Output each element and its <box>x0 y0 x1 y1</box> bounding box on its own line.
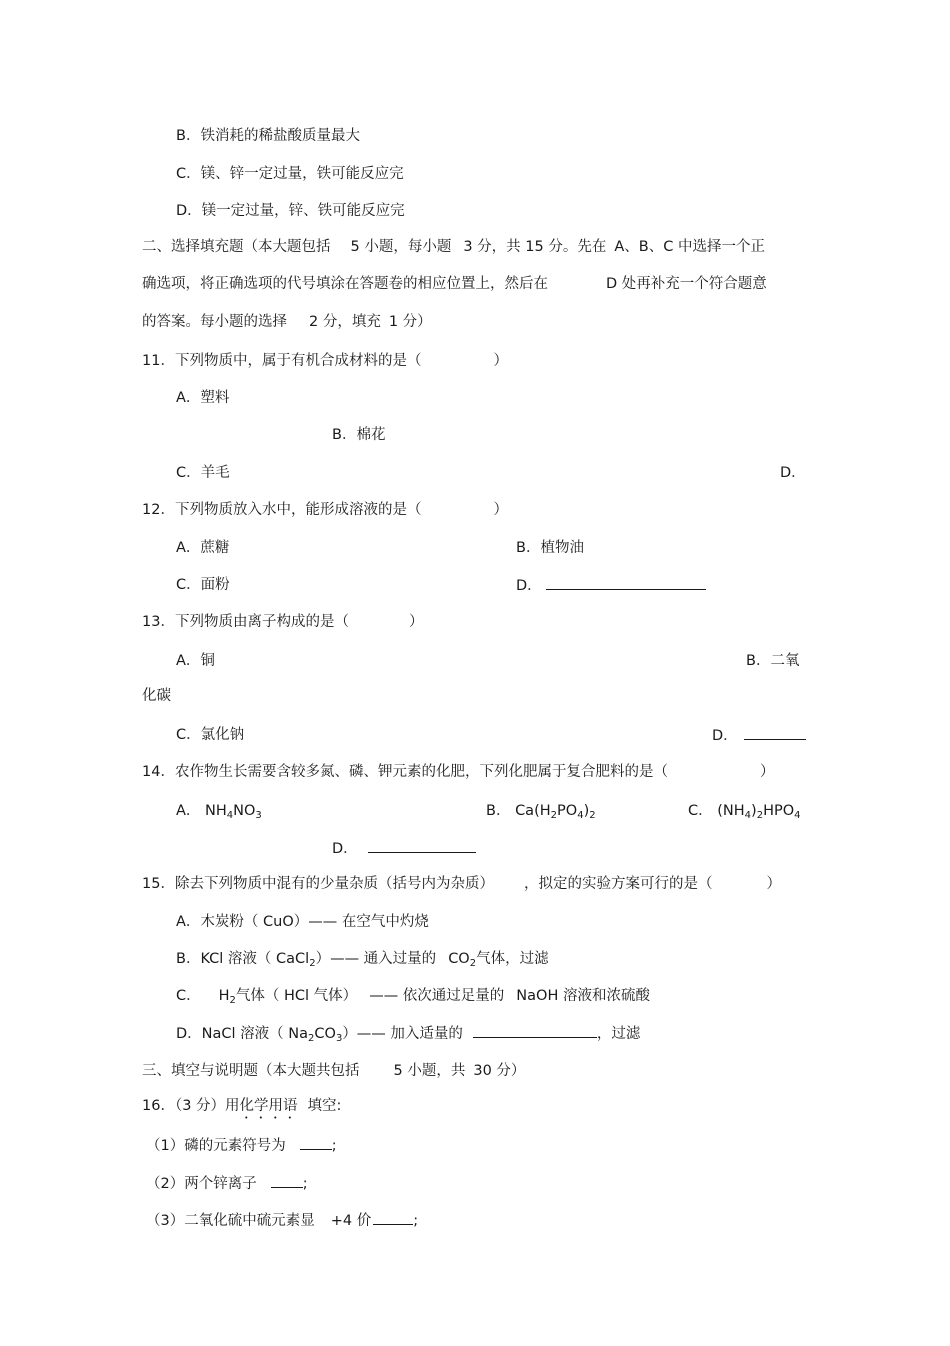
section2-line1: 二、选择填充题（本大题包括 5 小题，每小题 3 分，共 15 分。先在 A、B、C 中选择一个正 <box>142 239 765 255</box>
q12-option-a: A．蔗糖 <box>176 540 230 556</box>
q10-option-d: D．镁一定过量，锌、铁可能反应完 <box>176 203 405 219</box>
q11-option-a: A．塑料 <box>176 390 230 406</box>
q15-option-c: C． $H_2$气体（ HCl 气体） —— 依次通过足量的 NaOH 溶液和浓硫酸 <box>176 988 650 1006</box>
answer-blank <box>368 838 476 853</box>
q11-stem: 11．下列物质中，属于有机合成材料的是（ ） <box>142 353 508 369</box>
q13-option-b-cont: 化碳 <box>142 688 171 704</box>
q14-option-a: A． $NH_4NO_3$ <box>176 803 262 821</box>
q13-option-a: A．铜 <box>176 653 215 669</box>
answer-blank <box>271 1173 303 1188</box>
q12-option-b: B．植物油 <box>516 540 584 556</box>
q12-option-c: C．面粉 <box>176 577 230 593</box>
q14-option-d: D． <box>332 838 476 859</box>
q10-option-c: C．镁、锌一定过量，铁可能反应完 <box>176 166 404 182</box>
section3-heading: 三、填空与说明题（本大题共包括 5 小题，共 30 分） <box>142 1063 526 1079</box>
answer-blank <box>373 1210 413 1225</box>
q15-option-a: A．木炭粉（ CuO）—— 在空气中灼烧 <box>176 914 429 930</box>
section2-line3: 的答案。每小题的选择 2 分，填充 1 分） <box>142 314 432 330</box>
q16-item-3: （3）二氧化硫中硫元素显 +4 价 ; <box>146 1210 418 1231</box>
q15-option-b: B．KCl 溶液（ CaCl$_2$）—— 通入过量的 $CO_2$气体，过滤 <box>176 951 549 969</box>
q13-option-d: D． <box>712 725 806 746</box>
q11-option-b: B．棉花 <box>332 427 386 443</box>
q10-option-b: B．铁消耗的稀盐酸质量最大 <box>176 128 360 144</box>
q13-option-c: C．氯化钠 <box>176 727 245 743</box>
q11-option-c: C．羊毛 <box>176 465 230 481</box>
answer-blank <box>744 725 806 740</box>
q12-stem: 12．下列物质放入水中，能形成溶液的是（ ） <box>142 502 508 518</box>
q16-item-2: （2）两个锌离子 ; <box>146 1173 308 1194</box>
q14-stem: 14．农作物生长需要含较多氮、磷、钾元素的化肥，下列化肥属于复合肥料的是（ ） <box>142 764 775 780</box>
section2-line2: 确选项，将正确选项的代号填涂在答题卷的相应位置上，然后在 D 处再补充一个符合题意 <box>142 276 767 292</box>
q15-option-d: D．NaCl 溶液（ $Na_2CO_3)——$ 加入适量的 ，过滤 <box>176 1023 640 1044</box>
q14-option-b: B． $Ca(H_2PO_4)_2$ <box>486 803 596 821</box>
q13-stem: 13．下列物质由离子构成的是（ ） <box>142 614 424 630</box>
q12-option-d: D． <box>516 575 706 596</box>
answer-blank <box>546 575 706 590</box>
q11-option-d: D． <box>780 465 806 481</box>
q14-option-c: C． $(NH_4)_2HPO_4$ <box>688 803 801 821</box>
answer-blank <box>300 1135 332 1150</box>
q15-stem: 15．除去下列物质中混有的少量杂质（括号内为杂质） ，拟定的实验方案可行的是（ ） <box>142 876 781 892</box>
q16-item-1: （1）磷的元素符号为 ; <box>146 1135 337 1156</box>
q13-option-b: B．二氧 <box>746 653 800 669</box>
q16-stem: 16．（3 分）用化学用语 填空: <box>142 1098 342 1114</box>
answer-blank <box>473 1023 597 1038</box>
